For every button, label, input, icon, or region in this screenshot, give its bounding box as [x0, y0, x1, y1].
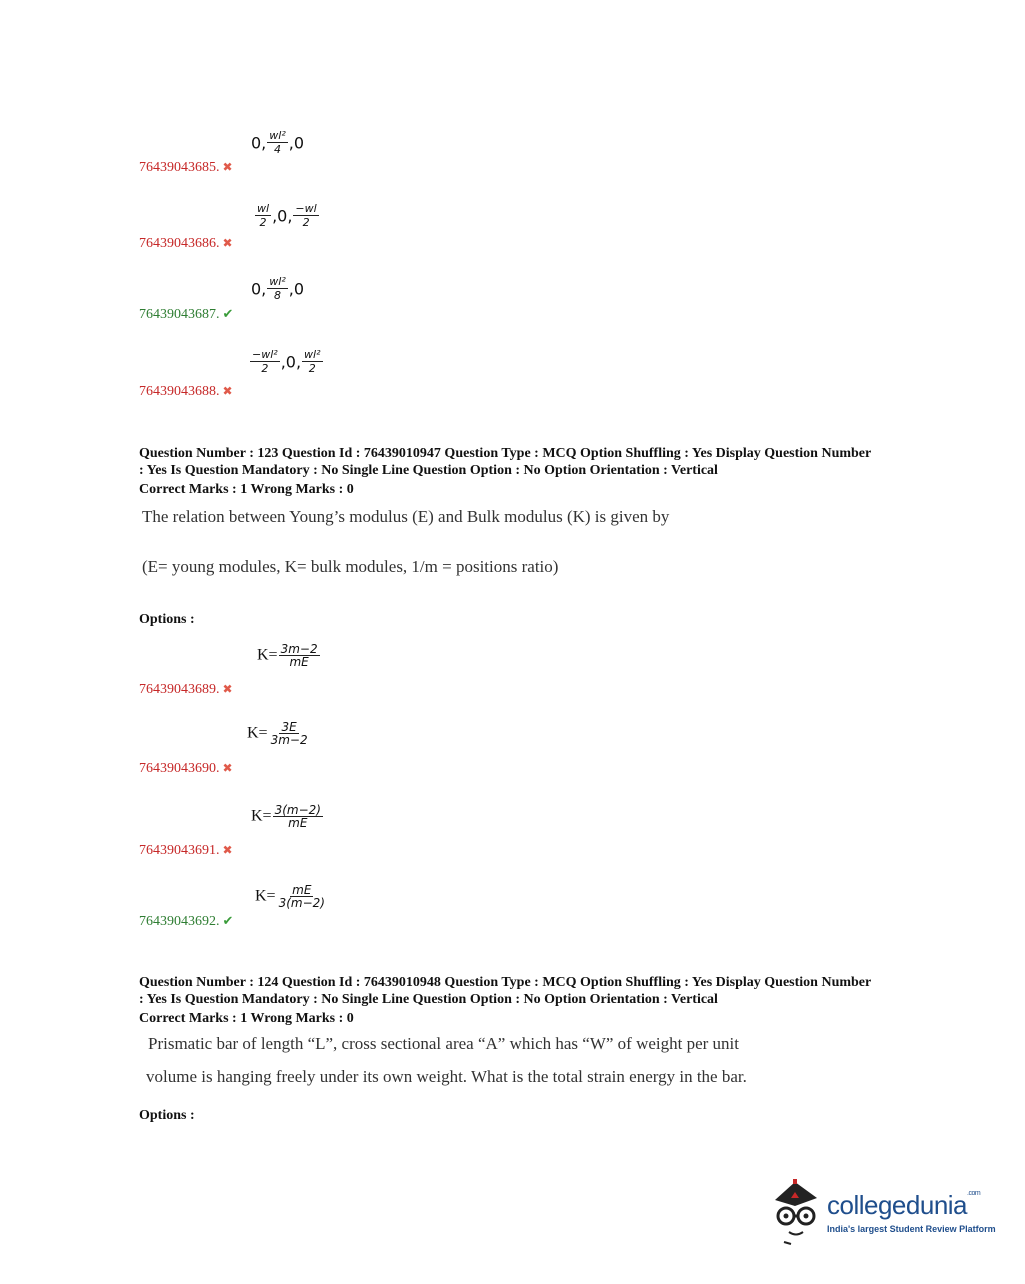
option-id: 76439043685. ✖ — [139, 160, 233, 175]
option-expression: K= $\frac{3(m-2)}{mE}$ — [251, 803, 321, 830]
option-id-correct: 76439043687. ✔ — [139, 306, 234, 322]
question-marks: Correct Marks : 1 Wrong Marks : 0 — [139, 1011, 354, 1026]
logo-tagline: India's largest Student Review Platform — [827, 1224, 996, 1234]
wrong-mark-icon: ✖ — [222, 384, 233, 398]
option-id: 76439043690. ✖ — [139, 761, 233, 776]
question-meta: Question Number : 123 Question Id : 76439010947 Question Type : MCQ Option Shuffling : Yes Display Question Number : Yes Is Question Mandatory : No Single Line Question Option : No Option Orientation : Vertical — [139, 446, 872, 478]
logo-suffix: .com — [967, 1190, 981, 1197]
question-marks: Correct Marks : 1 Wrong Marks : 0 — [139, 482, 354, 497]
wrong-mark-icon: ✖ — [222, 843, 233, 857]
collegedunia-logo — [765, 1176, 995, 1248]
option-id: 76439043689. ✖ — [139, 682, 233, 697]
option-id-correct: 76439043692. ✔ — [139, 913, 234, 929]
option-expression: 0, $\frac{\text{wl²}}{4}$ ,0 — [251, 129, 304, 156]
logo-name: collegedunia — [827, 1190, 968, 1220]
option-expression: K= $\frac{3E}{3m-2}$ — [247, 720, 308, 747]
option-expression: 0, $\frac{\text{wl²}}{8}$ ,0 — [251, 275, 304, 302]
question-text-continued: volume is hanging freely under its own weight. What is the total strain energy in the bar. — [146, 1067, 747, 1086]
correct-mark-icon: ✔ — [222, 306, 234, 321]
wrong-mark-icon: ✖ — [222, 761, 233, 775]
option-expression: $\frac{\text{−wl²}}{2}$ ,0, $\frac{\text{wl²}}{2}$ — [252, 348, 321, 375]
correct-mark-icon: ✔ — [222, 913, 234, 928]
option-id: 76439043688. ✖ — [139, 384, 233, 399]
options-label: Options : — [139, 1108, 195, 1123]
option-id: 76439043686. ✖ — [139, 236, 233, 251]
wrong-mark-icon: ✖ — [222, 236, 233, 250]
option-expression: K= $\frac{mE}{3(m-2)}$ — [255, 883, 325, 910]
question-meta: Question Number : 124 Question Id : 76439010948 Question Type : MCQ Option Shuffling : Yes Display Question Number : Yes Is Question Mandatory : No Single Line Question Option : No Option Orientation : Vertical — [139, 975, 872, 1007]
question-text: Prismatic bar of length “L”, cross sectional area “A” which has “W” of weight per unit — [148, 1034, 739, 1053]
option-id: 76439043691. ✖ — [139, 843, 233, 858]
wrong-mark-icon: ✖ — [222, 160, 233, 174]
mascot-icon — [765, 1176, 825, 1246]
wrong-mark-icon: ✖ — [222, 682, 233, 696]
option-expression: K= $\frac{3m-2}{mE}$ — [257, 642, 318, 669]
question-note: (E= young modules, K= bulk modules, 1/m = positions ratio) — [142, 557, 559, 576]
options-label: Options : — [139, 612, 195, 627]
option-expression: $\frac{wl}{2}$ ,0, $\frac{-wl}{2}$ — [257, 202, 317, 229]
question-text: The relation between Young’s modulus (E) and Bulk modulus (K) is given by — [142, 507, 670, 526]
